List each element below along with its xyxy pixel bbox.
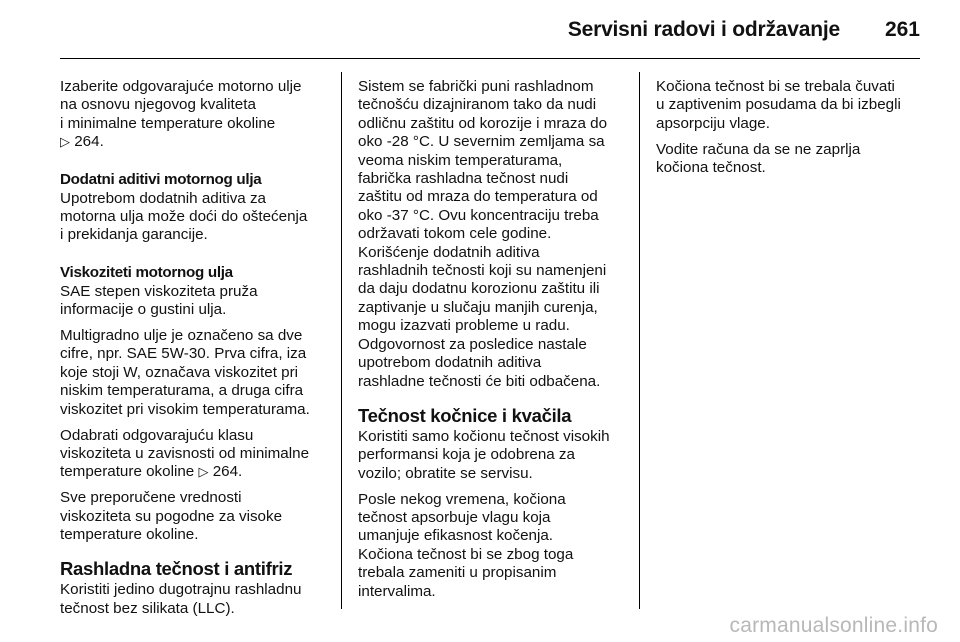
oil-additives-paragraph: Upotrebom dodatnih aditiva za motorna ulja može doći do oštećenja i prekidanja garancije. — [60, 189, 308, 244]
subheading-oil-additives: Dodatni aditivi motornog ulja — [60, 171, 262, 189]
page-reference-arrow-icon: ▷ — [60, 134, 70, 150]
brake-paragraph-2: Posle nekog vremena, kočiona tečnost apsorbuje vlagu koja umanjuje efikasnost kočenja. Kočiona tečnost bi se zbog toga trebala zameniti u propisanim intervalima. — [358, 490, 574, 600]
column-2 — [358, 78, 626, 609]
coolant-paragraph-1: Koristiti jedino dugotrajnu rashladnu tečnost bez silikata (LLC). — [60, 581, 302, 617]
viscosity-paragraph-3: Odabrati odgovarajuću klasu viskoziteta u zavisnosti od minimalne temperature okoline ▷ 264. — [60, 426, 310, 481]
viscosity-paragraph-1: SAE stepen viskoziteta pruža informacije o gustini ulja. — [60, 282, 258, 319]
column-divider-1 — [341, 72, 342, 609]
brake-paragraph-4: Vodite računa da se ne zaprlja kočiona tečnost. — [656, 140, 861, 177]
brake-paragraph-1: Koristiti samo kočionu tečnost visokih performansi koja je odobrena za vozilo; obratite se servisu. — [358, 427, 610, 482]
column-divider-2 — [639, 72, 640, 609]
page-reference[interactable]: ▷ 264. — [60, 133, 104, 151]
page-title: Servisni radovi i održavanje — [567, 18, 840, 41]
watermark: carmanualsonline.info — [729, 614, 938, 637]
coolant-paragraph-2: Sistem se fabrički puni rashladnom tečnošću dizajniranom tako da nudi odličnu zaštitu od korozije i mraza do oko -28 °C. U severnim zemljama sa veoma niskim temperaturama, fabrička rashladna tečnost nudi zaštitu od mraza do temperatura od oko -37 °C. Ovu koncentraciju treba održavati tokom cele godine. Korišćenje dodatnih aditiva rashladnih tečnosti koji su namenjeni da daju dodatnu korozionu zaštitu ili zaptivanje u slučaju manjih curenja, mogu izazvati probleme u radu. Odgovornost za posledice nastale upotrebom dodatnih aditiva rashladne tečnosti će biti odbačena. — [358, 78, 608, 390]
page-reference-arrow-icon: ▷ — [198, 464, 209, 480]
page-reference[interactable]: ▷ 264. — [198, 463, 243, 481]
viscosity-paragraph-4: Sve preporučene vrednosti viskoziteta su pogodne za visoke temperature okoline. — [60, 489, 283, 544]
oil-selection-paragraph: Izaberite odgovarajuće motorno ulje na osnovu njegovog kvaliteta i minimalne temperature okoline ▷ 264. — [60, 78, 302, 151]
column-1 — [60, 78, 328, 626]
brake-paragraph-3: Kočiona tečnost bi se trebala čuvati u zaptivenim posudama da bi izbegli apsorpciju vlage. — [656, 78, 901, 132]
heading-brake-clutch-fluid: Tečnost kočnice i kvačila — [358, 404, 572, 426]
subheading-oil-viscosity: Viskoziteti motornog ulja — [60, 264, 233, 282]
heading-coolant-antifreeze: Rashladna tečnost i antifriz — [60, 558, 293, 580]
page-number: 261 — [884, 18, 920, 41]
viscosity-paragraph-2: Multigradno ulje je označeno sa dve cifre, npr. SAE 5W-30. Prva cifra, iza koje stoji W, označava viskozitet pri niskim temperaturama, a druga cifra viskozitet pri visokim temperaturama. — [60, 326, 310, 418]
header-divider — [60, 58, 920, 59]
column-3 — [656, 78, 924, 185]
page-header — [60, 14, 920, 46]
